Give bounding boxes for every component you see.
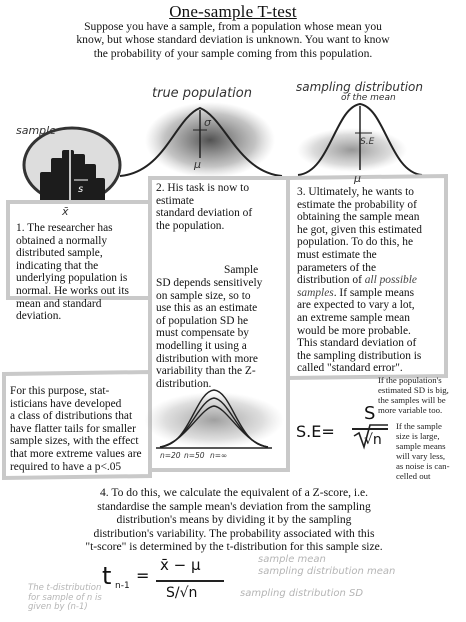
t-formula-num: x̄ − μ — [160, 556, 201, 574]
step3-line: This standard deviation of — [297, 337, 417, 350]
label-se: S.E — [360, 137, 375, 147]
t-fraction-bar — [156, 580, 224, 582]
label-ninf: n=∞ — [210, 451, 228, 460]
label-sampling-distribution: sampling distribution — [296, 80, 424, 94]
intro-line: know, but whose standard deviation is unknown. You want to know — [76, 33, 390, 47]
step2b-line: distribution. — [156, 377, 212, 390]
step1-text — [16, 222, 150, 323]
t-formula-equals: = — [136, 566, 150, 585]
note-line: estimated SD is big, — [378, 385, 449, 395]
label-n50: n=50 — [184, 451, 205, 460]
tdist-shadow — [144, 392, 284, 448]
step4-line: "t-score" is determined by the t-distribution for this sample size. — [85, 540, 383, 554]
step2-line: standard deviation of — [156, 207, 253, 220]
step3-fragment: samples — [297, 286, 334, 299]
step1-line: normal. He works out its — [16, 284, 129, 297]
step3-fragment: distribution of — [297, 274, 362, 287]
step3-line: an extreme sample mean — [297, 311, 410, 324]
step3-line: population. To do this, he — [297, 236, 414, 249]
annotation-line: given by (n-1) — [28, 602, 88, 612]
step3-text — [297, 186, 445, 375]
step2b-text — [156, 277, 286, 390]
step4-text — [14, 486, 454, 554]
note-sample-size — [396, 421, 466, 481]
step1-line: indicating that the — [16, 259, 99, 272]
note-line: sample means — [396, 441, 446, 451]
tdist-line: For this purpose, stat- — [10, 385, 110, 397]
note-line: size is large, — [396, 431, 440, 441]
se-formula-den: √n — [364, 432, 382, 448]
step3-line: 3. Ultimately, he wants to — [297, 186, 414, 198]
annotation-sample-mean: sample mean — [258, 554, 326, 565]
note-line: celled out — [396, 471, 431, 481]
note-sd-big — [378, 375, 464, 415]
note-line: If the sample — [396, 421, 442, 431]
tdist-line: isticians have developed — [10, 397, 122, 410]
step2b-title: Sample — [224, 264, 259, 276]
page-title: One-sample T-test — [169, 2, 297, 21]
step2-text — [156, 182, 284, 232]
tdist-line: a class of distributions that — [10, 410, 133, 423]
tdist-line: have flatter tails for smaller — [10, 422, 136, 435]
t-formula-lhs: t — [102, 562, 112, 590]
tdist-text — [10, 385, 152, 473]
label-n20: n=20 — [160, 451, 181, 460]
label-mu-sampling: μ — [354, 172, 361, 185]
step3-line: the sampling distribution is — [297, 349, 422, 362]
step2b-line: use this as an estimate — [156, 302, 258, 315]
step2b-line: of population SD he — [156, 314, 249, 327]
step1-line: mean and standard — [16, 297, 102, 310]
step2b-line: must compensate by — [156, 327, 250, 340]
note-line: If the population's — [378, 375, 442, 385]
step3-line: obtaining the sample mean — [297, 211, 420, 224]
step3-line: called "standard error". — [297, 362, 403, 375]
t-formula-sub: n-1 — [115, 581, 130, 591]
step3-line — [297, 287, 445, 300]
label-sigma: σ — [204, 116, 211, 129]
step4-line: 4. To do this, we calculate the equivalent of a Z-score, i.e. — [99, 486, 369, 499]
step1-line: underlying population is — [16, 272, 128, 285]
step1-line: deviation. — [16, 310, 62, 323]
intro-line: the probability of your sample coming from this population. — [93, 46, 373, 60]
step3-line: would be more probable. — [297, 324, 411, 337]
step3-line: must estimate the — [297, 248, 377, 261]
step2b-line: variability than the Z- — [156, 365, 256, 378]
step3-fragment: . If sample means — [333, 286, 415, 299]
note-line: will vary less, — [396, 451, 446, 461]
tdist-line: required to have a p<.05 — [10, 460, 122, 473]
step3-line: parameters of the — [297, 261, 377, 274]
step2b-line: distribution with more — [156, 352, 258, 365]
step2-line: the population. — [156, 219, 225, 232]
step4-line: distribution's variability. The probability associated with this — [93, 526, 375, 540]
step2b-line: on sample size, so to — [156, 289, 251, 302]
se-formula-num: S — [364, 403, 376, 424]
annotation-line: The t-distribution — [28, 583, 102, 593]
tdist-line: sample sizes, with the effect — [10, 435, 139, 448]
step1-line: distributed sample, — [16, 247, 103, 260]
annotation-sampling-sd: sampling distribution SD — [240, 588, 364, 599]
label-of-the-mean: of the mean — [341, 93, 396, 103]
step4-line: distribution's means by dividing it by the sampling — [116, 513, 352, 527]
note-line: the samples will be — [378, 395, 446, 405]
step2-line: 2. His task is now to — [156, 182, 250, 194]
tdist-line: that more extreme values are — [10, 447, 142, 460]
step3-line: he got, given this estimated — [297, 223, 422, 236]
step4-line: standardise the sample mean's deviation from the sampling — [97, 499, 371, 513]
step1-line: 1. The researcher has — [16, 222, 113, 234]
step1-line: obtained a normally — [16, 234, 108, 247]
label-sample: sample — [16, 124, 56, 137]
step2b-line: SD depends sensitively — [156, 277, 263, 289]
note-line: as noise is can- — [396, 461, 450, 471]
sampling-shadow — [297, 128, 407, 172]
intro-line: Suppose you have a sample, from a population whose mean you — [84, 20, 382, 33]
label-mu: μ — [194, 158, 201, 171]
step3-line — [297, 274, 445, 287]
se-formula-lhs: S.E= — [296, 422, 335, 441]
label-true-population: true population — [152, 86, 252, 101]
label-s: s — [78, 184, 84, 195]
se-fraction-bar — [352, 428, 388, 430]
step3-line: estimate the probability of — [297, 198, 417, 211]
note-line: more variable too. — [378, 405, 443, 415]
annotation-line: for sample of n is — [28, 592, 102, 603]
step2-line: estimate — [156, 194, 194, 207]
annotation-t-distribution — [28, 584, 116, 613]
t-formula-den: S/√n — [166, 585, 198, 601]
label-x-bar: x̄ — [62, 205, 69, 218]
step3-line: are expected to vary a lot, — [297, 299, 415, 312]
step2b-line: modelling it using a — [156, 339, 247, 352]
step3-fragment: all possible — [364, 274, 417, 287]
annotation-sampling-mean: sampling distribution mean — [258, 566, 396, 577]
